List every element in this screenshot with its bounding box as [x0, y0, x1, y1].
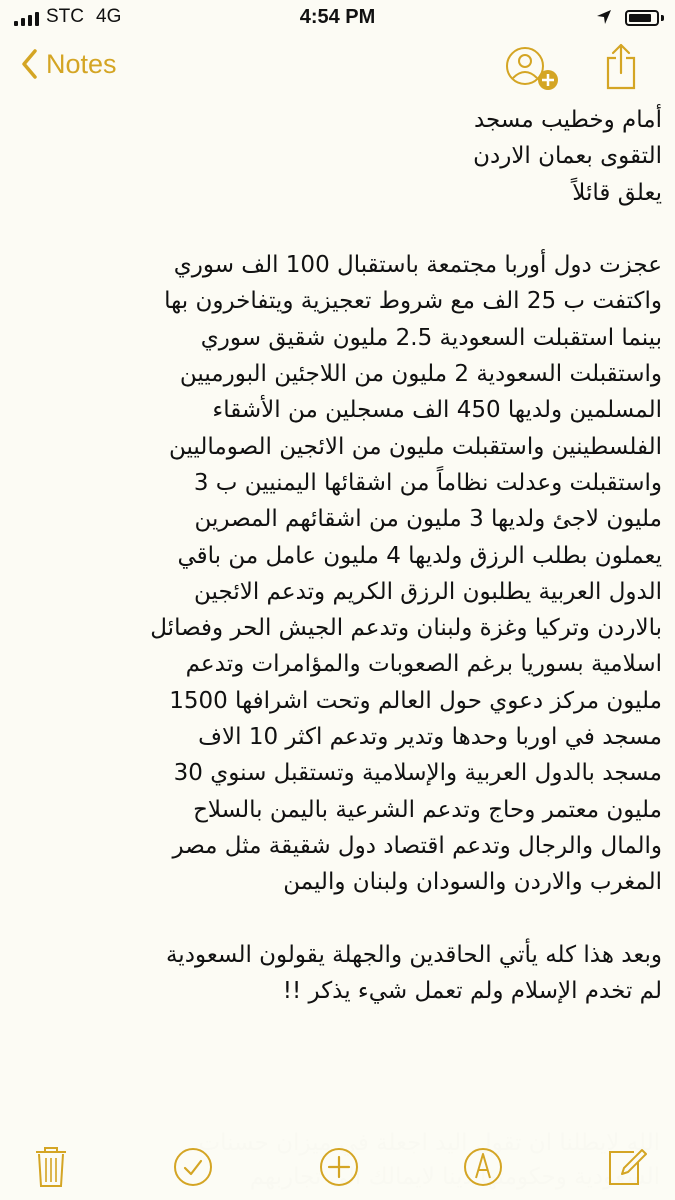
note-line: مسجد بالدول العربية والإسلامية وتستقبل سنوي 30: [173, 760, 662, 787]
location-arrow-icon: [596, 9, 612, 25]
note-line: بالاردن وتركيا وغزة ولبنان وتدعم الجيش الحر وفصائل: [150, 615, 662, 642]
note-blank-line: [14, 211, 662, 247]
note-line: وبعد هذا كله يأتي الحاقدين والجهلة يقولون السعودية: [165, 941, 662, 968]
back-label: Notes: [46, 48, 117, 79]
note-line: مليون لاجئ ولديها 3 مليون من اشقائهم المصرين: [194, 506, 662, 533]
trash-icon[interactable]: [28, 1144, 74, 1190]
note-line: واستقبلت وعدلت نظاماً من اشقائها اليمنيين ب 3: [193, 469, 662, 496]
status-bar: [0, 0, 675, 36]
network-type: 4G: [96, 6, 122, 27]
note-line: بينما استقبلت السعودية 2.5 مليون شقيق سوري: [200, 324, 662, 351]
note-line: مسجد في اوربا وحدها وتدير وتدعم اكثر 10 الاف: [198, 724, 662, 751]
battery-icon: [625, 10, 659, 26]
note-line: يعلق قائلاً: [572, 179, 662, 206]
note-line: الفلسطينين واستقبلت مليون من الائجين الصوماليين: [168, 433, 662, 460]
battery-tip: [661, 15, 664, 21]
carrier-name: STC: [46, 6, 84, 27]
status-time: 4:54 PM: [299, 6, 376, 28]
checklist-icon[interactable]: [170, 1144, 216, 1190]
compose-icon[interactable]: [604, 1144, 650, 1190]
note-line: مليون مركز دعوي حول العالم وتحت اشرافها 1500: [169, 687, 662, 714]
note-text-area[interactable]: [14, 102, 662, 1122]
note-line: اسلامية بسوريا برغم الصعوبات والمؤامرات وتدعم: [185, 651, 662, 678]
bottom-toolbar: [0, 1130, 675, 1200]
chevron-left-icon: [20, 48, 38, 80]
note-line: والمال والرجال وتدعم اقتصاد دول شقيقة مثل مصر: [172, 832, 662, 859]
note-line: المسلمين ولديها 450 الف مسجلين من الأشقاء: [212, 397, 662, 424]
markup-icon[interactable]: [460, 1144, 506, 1190]
note-line: المغرب والاردن والسودان ولبنان واليمن: [283, 869, 662, 896]
note-line: مليون معتمر وحاج وتدعم الشرعية باليمن بالسلاح: [193, 796, 662, 823]
note-line: أمام وخطيب مسجد: [473, 107, 662, 133]
note-line: لم تخدم الإسلام ولم تعمل شيء يذكر !!: [282, 978, 662, 1005]
note-line: واكتفت ب 25 الف مع شروط تعجيزية ويتفاخرون بها: [164, 288, 662, 315]
note-line: الدول العربية يطلبون الرزق الكريم وتدعم الائجين: [194, 578, 662, 605]
note-line: يعملون بطلب الرزق ولديها 4 مليون عامل من باقي: [177, 542, 662, 569]
add-icon[interactable]: [316, 1144, 362, 1190]
add-person-icon[interactable]: [503, 44, 561, 92]
note-line: عجزت دول أوربا مجتمعة باستقبال 100 الف سوري: [173, 252, 662, 279]
note-blank-line: [14, 901, 662, 937]
note-line: التقوى بعمان الاردن: [473, 143, 662, 170]
note-line: واستقبلت السعودية 2 مليون من اللاجئين البورميين: [179, 361, 662, 388]
navigation-bar: [0, 36, 675, 102]
share-icon[interactable]: [604, 42, 638, 92]
back-to-notes-button[interactable]: [20, 48, 117, 80]
battery-level: [629, 14, 651, 22]
